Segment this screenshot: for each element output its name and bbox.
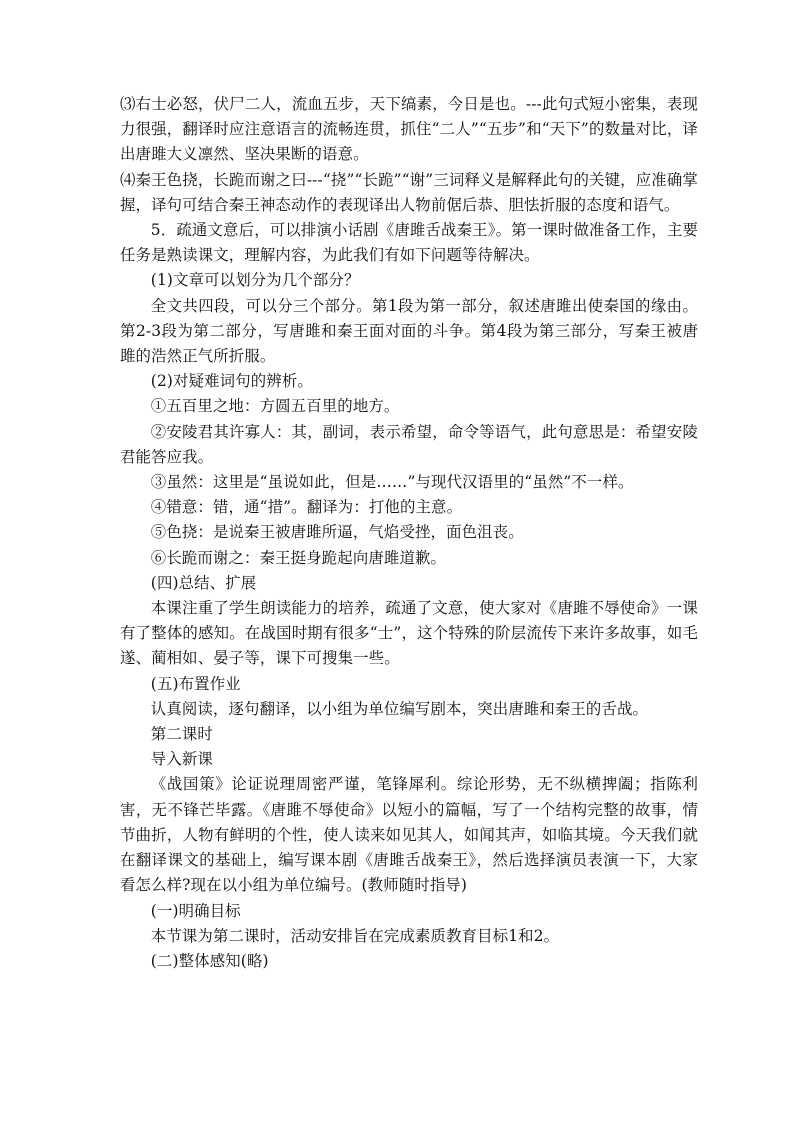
paragraph-summary: 本课注重了学生朗读能力的培养，疏通了文意，使大家对《唐雎不辱使命》一课有了整体的感知。在战国时期有很多“士”，这个特殊的阶层流传下来许多故事，如毛遂、蔺相如、晏子等，课下可搜集一些。 xyxy=(120,599,698,668)
heading-second-lesson: 第二课时 xyxy=(150,725,213,744)
heading-overall-perception: (二)整体感知(略) xyxy=(150,951,269,970)
answer-structure: 全文共四段，可以分三个部分。第1段为第一部分，叙述唐雎出使秦国的缘由。第2-3段为第二部分，写唐雎和秦王面对面的斗争。第4段为第三部分，写秦王被唐雎的浩然正气所折服。 xyxy=(120,296,698,366)
word-note-3: ③虽然：这里是“虽说如此，但是……”与现代汉语里的“虽然”不一样。 xyxy=(150,473,634,492)
paragraph-goals: 本节课为第二课时，活动安排旨在完成素质教育目标1和2。 xyxy=(150,926,560,945)
word-note-1: ①五百里之地：方圆五百里的地方。 xyxy=(150,397,400,416)
heading-summary: (四)总结、扩展 xyxy=(150,573,257,592)
word-note-6: ⑥长跪而谢之：秦王挺身跪起向唐雎道歉。 xyxy=(150,548,447,567)
word-note-2: ②安陵君其许寡人：其，副词，表示希望，命令等语气，此句意思是：希望安陵君能答应我。 xyxy=(120,422,698,466)
heading-goals: (一)明确目标 xyxy=(150,901,241,920)
paragraph-step-5: 5．疏通文意后，可以排演小话剧《唐雎舌战秦王》。第一课时做准备工作，主要任务是熟读课文，理解内容，为此我们有如下问题等待解决。 xyxy=(120,221,698,265)
word-note-4: ④错意：错，通“措”。翻译为：打他的主意。 xyxy=(150,498,463,517)
heading-homework: (五)布置作业 xyxy=(150,674,241,693)
paragraph-introduction: 《战国策》论证说理周密严谨，笔锋犀利。综论形势，无不纵横捭阖；指陈利害，无不锋芒毕露。《唐雎不辱使命》以短小的篇幅，写了一个结构完整的故事，情节曲折，人物有鲜明的个性，使人读来如见其人，如闻其声，如临其境。今天我们就在翻译课文的基础上，编写课本剧《唐雎舌战秦王》，然后选择演员表演一下，大家看怎么样?现在以小组为单位编号。(教师随时指导) xyxy=(120,775,698,895)
paragraph-translation-note-4: ⑷秦王色挠，长跪而谢之曰---“挠”“长跪”“谢”三词释义是解释此句的关键，应准确掌握，译句可结合秦王神态动作的表现译出人物前倨后恭、胆怯折服的态度和语气。 xyxy=(120,170,698,214)
word-note-5: ⑤色挠：是说秦王被唐雎所逼，气焰受挫，面色沮丧。 xyxy=(150,523,524,542)
paragraph-translation-note-3: ⑶右士必怒，伏尸二人，流血五步，天下缟素，今日是也。---此句式短小密集，表现力很强，翻译时应注意语言的流畅连贯，抓住“二人”“五步”和“天下”的数量对比，译出唐雎大义凛然、坚决果断的语意。 xyxy=(120,95,698,164)
paragraph-homework: 认真阅读，逐句翻译，以小组为单位编写剧本，突出唐雎和秦王的舌战。 xyxy=(150,699,649,718)
heading-introduction: 导入新课 xyxy=(150,750,213,769)
question-difficult-words: (2)对疑难词句的辨析。 xyxy=(150,372,313,391)
question-structure: (1)文章可以划分为几个部分？ xyxy=(150,271,360,290)
